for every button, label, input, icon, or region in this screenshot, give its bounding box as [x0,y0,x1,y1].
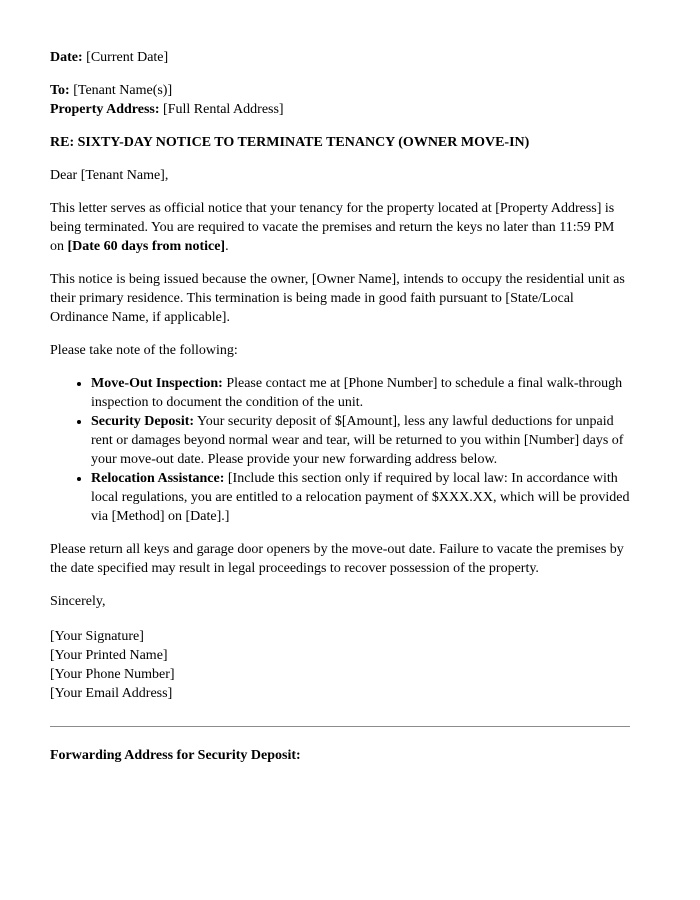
subject-line [50,133,630,152]
list-item-inspection-text: Please contact me at [Phone Number] to schedule a final walk-through inspection to document the condition of the unit. [91,376,623,410]
list-item-relocation [91,469,630,526]
footer-heading-text: Forwarding Address for Security Deposit: [50,748,301,763]
list-intro: Please take note of the following: [50,343,238,358]
salutation: Dear [Tenant Name], [50,168,169,183]
paragraph-termination-part2: . [225,239,229,254]
footer-heading [50,746,630,765]
signature-line-signature: [Your Signature] [50,629,144,644]
list-item-deposit-text: Your security deposit of $[Amount], less any lawful deductions for unpaid rent or damages beyond normal wear and tear, will be returned to you within [Number] days of your move-out date. Please provide your new forwarding address below. [91,414,624,467]
list-item-inspection-label: Move-Out Inspection: [91,376,223,391]
property-address-label: Property Address: [50,102,160,117]
date-label: Date: [50,50,83,65]
to-line [50,81,630,100]
closing: Sincerely, [50,594,106,609]
vacate-deadline: [Date 60 days from notice] [67,239,226,254]
paragraph-reason: This notice is being issued because the owner, [Owner Name], intends to occupy the residential unit as their primary residence. This termination is being made in good faith pursuant to [State/Local Ordinance Name, if applicable]. [50,272,625,325]
signature-line-email: [Your Email Address] [50,686,173,701]
subject-text: RE: SIXTY-DAY NOTICE TO TERMINATE TENANCY (OWNER MOVE-IN) [50,135,530,150]
paragraph-termination-notice [50,199,630,256]
paragraph-termination-part1: This letter serves as official notice that your tenancy for the property located at [Property Address] is being terminated. You are required to vacate the premises and return the keys no later than 11:59 PM on [50,201,615,254]
recipient-block [50,81,630,119]
signature-line-name: [Your Printed Name] [50,648,168,663]
section-divider [50,726,630,727]
paragraph-keys-return: Please return all keys and garage door openers by the move-out date. Failure to vacate the premises by the date specified may result in legal proceedings to recover possession of the property. [50,542,624,576]
signature-block [50,627,630,703]
date-value: [Current Date] [86,50,169,65]
to-value: [Tenant Name(s)] [73,83,173,98]
list-item-deposit-label: Security Deposit: [91,414,195,429]
list-item-deposit [91,412,630,469]
notes-list [50,374,630,526]
property-address-line [50,100,630,119]
to-label: To: [50,83,70,98]
signature-line-phone: [Your Phone Number] [50,667,175,682]
list-item-relocation-label: Relocation Assistance: [91,471,225,486]
list-item-inspection [91,374,630,412]
date-line [50,48,630,67]
property-address-value: [Full Rental Address] [163,102,284,117]
list-item-relocation-text: [Include this section only if required by local law: In accordance with local regulations, you are entitled to a relocation payment of $XXX.XX, which will be provided via [Method] on [Date].] [91,471,630,524]
